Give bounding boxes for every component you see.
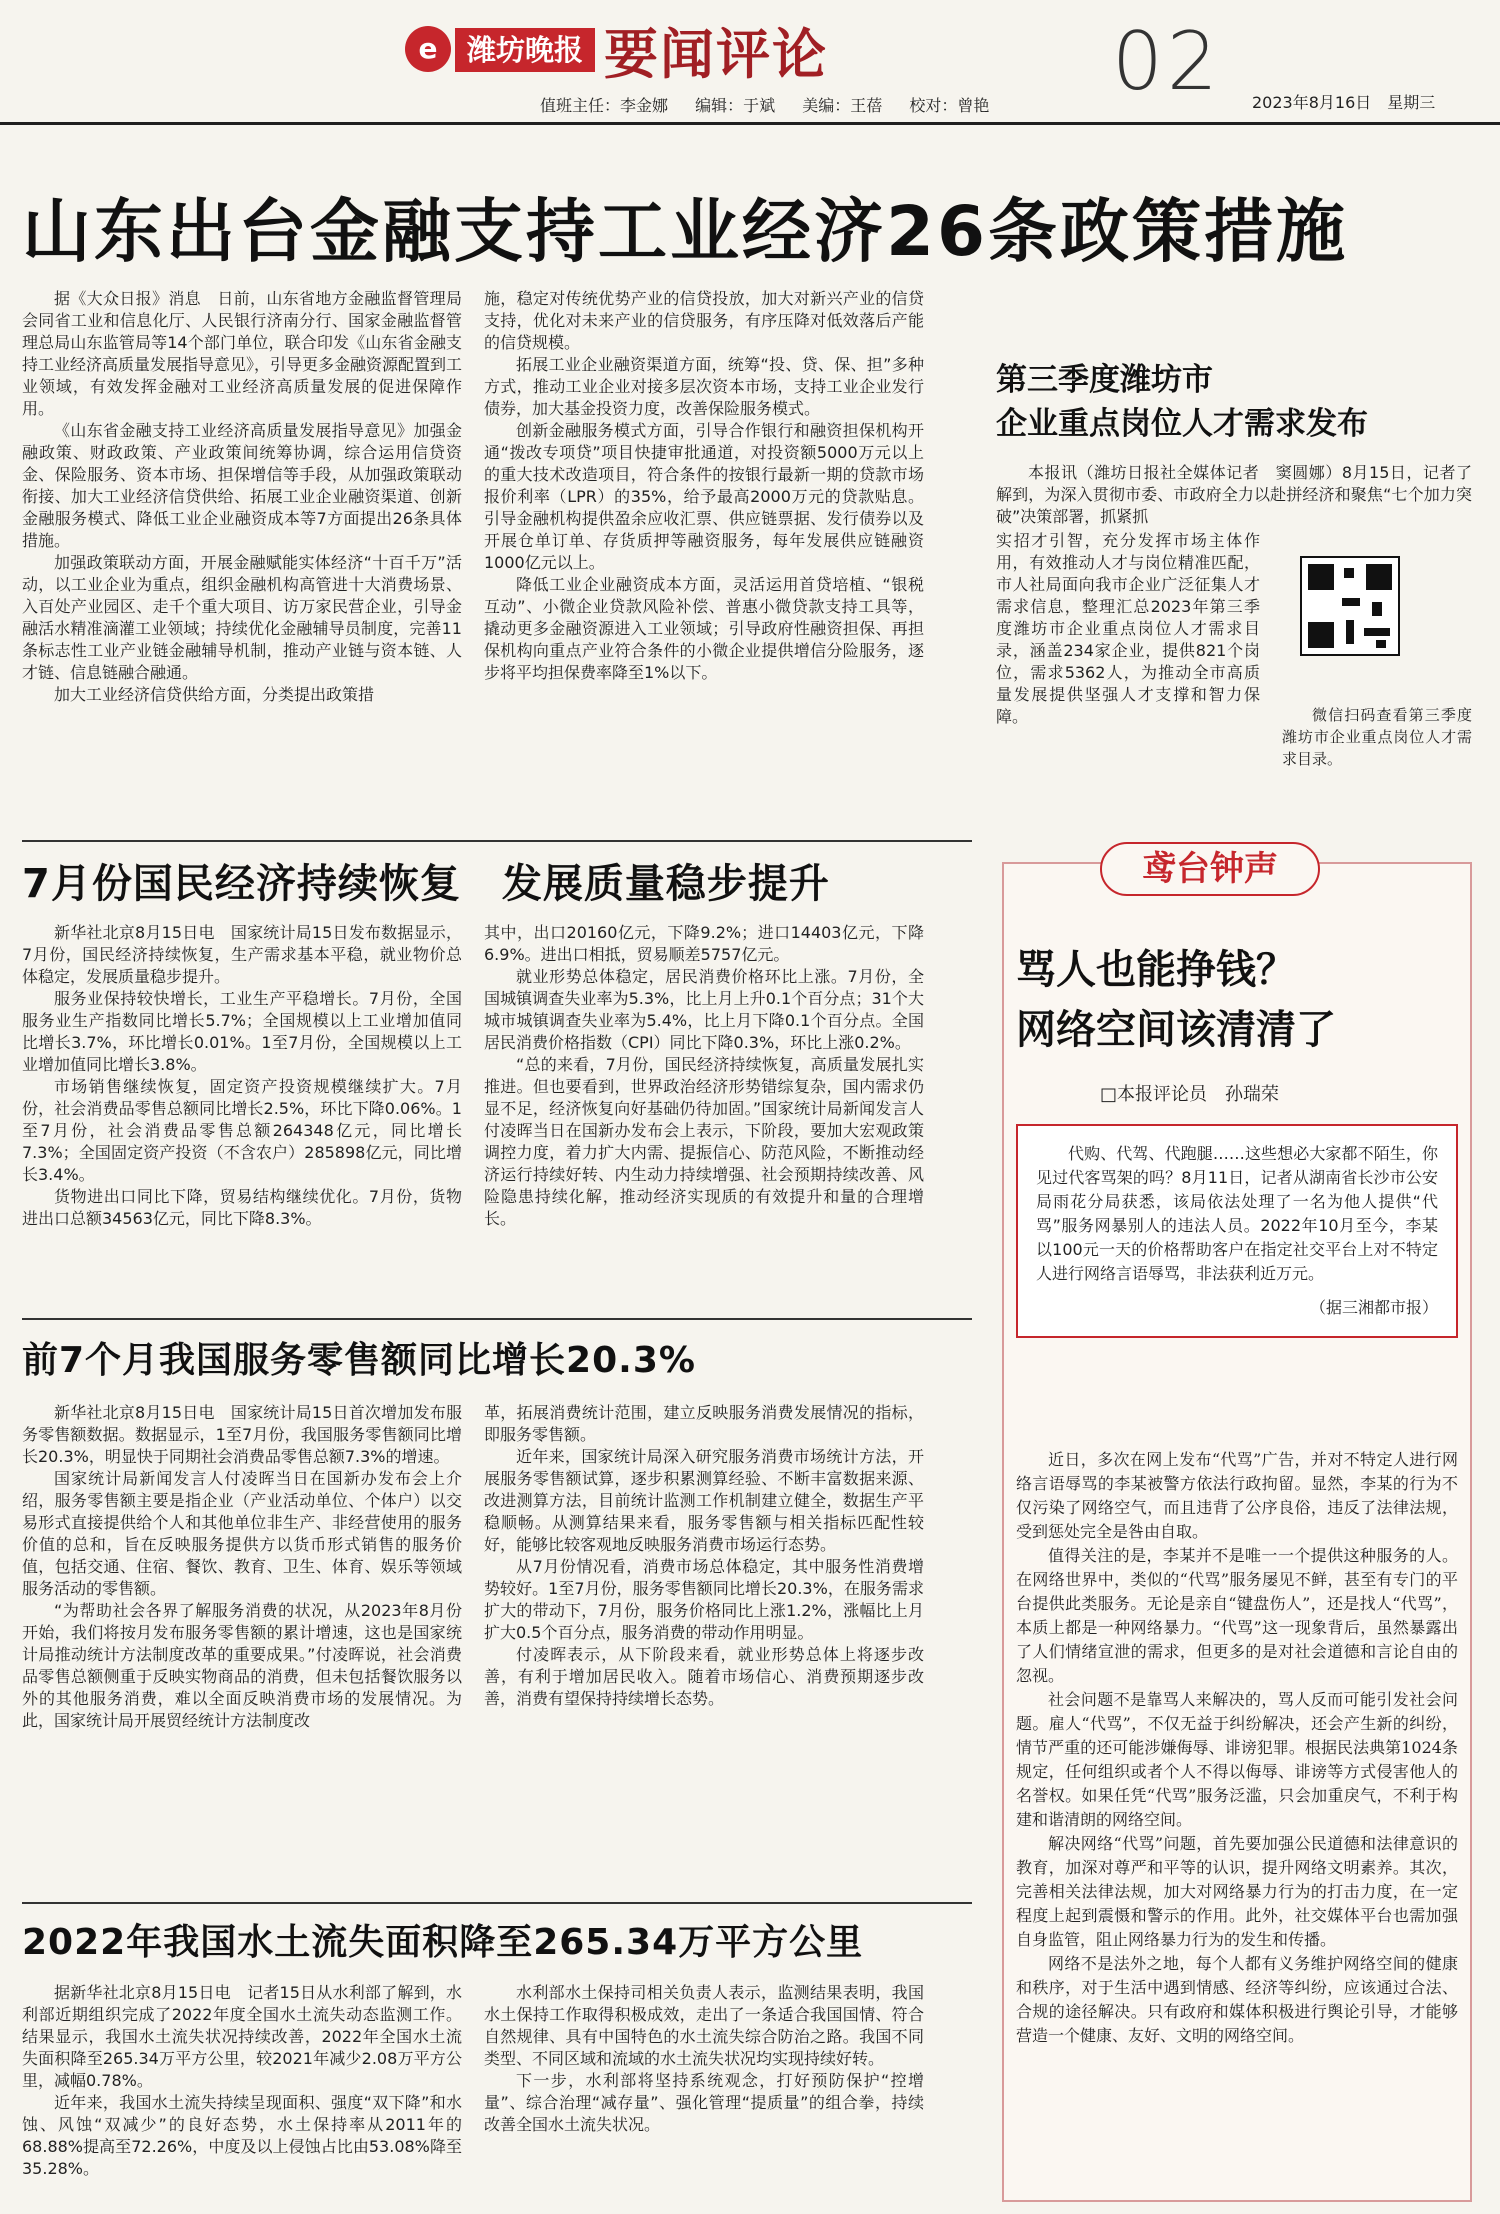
divider — [22, 1902, 972, 1904]
credit-proofreader: 校对：曾艳 — [909, 96, 990, 115]
paragraph: 社会问题不是靠骂人来解决的，骂人反而可能引发社会问题。雇人“代骂”，不仅无益于纠纷解决，还会产生新的纠纷，情节严重的还可能涉嫌侮辱、诽谤犯罪。根据民法典第1024条规定，任何组织或者个人不得以侮辱、诽谤等方式侵害他人的名誉权。如果任凭“代骂”服务泛滥，只会加重戾气，不利于构建和谐清朗的网络空间。 — [1016, 1690, 1458, 1829]
service-col2 — [484, 1402, 924, 1710]
paragraph: 降低工业企业融资成本方面，灵活运用首贷培植、“银税互动”、小微企业贷款风险补偿、普惠小微贷款支持工具等，撬动更多金融资源进入工业领域；引导政府性融资担保、再担保机构向重点产业符合条件的小微企业提供增信分险服务，逐步将平均担保费率降至1%以下。 — [484, 575, 924, 682]
paragraph: 付凌晖表示，从下阶段来看，就业形势总体上将逐步改善，有利于增加居民收入。随着市场信心、消费预期逐步改善，消费有望保持持续增长态势。 — [484, 1645, 924, 1708]
paragraph: 国家统计局新闻发言人付凌晖当日在国新办发布会上介绍，服务零售额主要是指企业（产业活动单位、个体户）以交易形式直接提供给个人和其他单位非生产、非经营使用的服务价值的总和，旨在反映服务提供方以货币形式销售的服务价值，包括交通、住宿、餐饮、教育、卫生、体育、娱乐等领域服务活动的零售额。 — [22, 1469, 462, 1598]
paragraph: 施，稳定对传统优势产业的信贷投放，加大对新兴产业的信贷支持，优化对未来产业的信贷服务，有序压降对低效落后产能的信贷规模。 — [484, 289, 924, 352]
column-badge — [1100, 842, 1320, 896]
qr-caption — [1282, 704, 1472, 770]
economy-col1 — [22, 922, 462, 1230]
credit-duty: 值班主任：李金娜 — [540, 96, 669, 115]
paragraph: 《山东省金融支持工业经济高质量发展指导意见》加强金融政策、财政政策、产业政策间统筹协调，综合运用信贷资金、保险服务、资本市场、担保增信等手段，从加强政策联动衔接、加大工业经济信贷供给、拓展工业企业融资渠道、创新金融服务模式、降低工业企业融资成本等7方面提出26条具体措施。 — [22, 421, 462, 550]
soil-col1 — [22, 1982, 462, 2206]
divider — [22, 840, 972, 842]
page-number: 02 — [1112, 15, 1222, 108]
paragraph: 货物进出口同比下降，贸易结构继续优化。7月份，货物进出口总额34563亿元，同比下降8.3%。 — [22, 1187, 462, 1228]
newspaper-logo-icon: e — [405, 26, 451, 72]
main-article-col2 — [484, 288, 924, 684]
paragraph: 市场销售继续恢复，固定资产投资规模继续扩大。7月份，社会消费品零售总额同比增长2.5%，环比下降0.06%。1至7月份，社会消费品零售总额264348亿元，同比增长7.3%；全国固定资产投资（不含农户）285898亿元，同比增长3.4%。 — [22, 1077, 462, 1184]
talent-body-top — [996, 462, 1472, 528]
soil-headline: 2022年我国水土流失面积降至265.34万平方公里 — [22, 1922, 864, 1963]
main-headline: 山东出台金融支持工业经济26条政策措施 — [22, 192, 1349, 272]
economy-col2 — [484, 922, 924, 1230]
paragraph: 加大工业经济信贷供给方面，分类提出政策措 — [54, 685, 375, 704]
commentary-byline: □本报评论员 孙瑞荣 — [1100, 1084, 1280, 1105]
paragraph: 代购、代驾、代跑腿……这些想必大家都不陌生，你见过代客骂架的吗？8月11日，记者从湖南省长沙市公安局雨花分局获悉，该局依法处理了一名为他人提供“代骂”服务网暴别人的违法人员。2022年10月至今，李某以100元一天的价格帮助客户在指定社交平台上对不特定人进行网络言语辱骂，非法获利近万元。 — [1036, 1144, 1438, 1283]
paragraph: 水利部水土保持司相关负责人表示，监测结果表明，我国水土保持工作取得积极成效，走出了一条适合我国国情、符合自然规律、具有中国特色的水土流失综合防治之路。我国不同类型、不同区域和流域的水土流失状况均实现持续好转。 — [484, 1983, 924, 2068]
economy-headline: 7月份国民经济持续恢复 发展质量稳步提升 — [22, 861, 830, 907]
paragraph: 就业形势总体稳定，居民消费价格环比上涨。7月份，全国城镇调查失业率为5.3%，比上月上升0.1个百分点；31个大城市城镇调查失业率为5.4%，比上月下降0.1个百分点。全国居民消费价格指数（CPI）同比下降0.3%，环比上涨0.2%。 — [484, 967, 924, 1052]
newspaper-name: 潍坊晚报 — [455, 28, 595, 72]
talent-headline-line2: 企业重点岗位人才需求发布 — [996, 406, 1368, 442]
paragraph: 新华社北京8月15日电 国家统计局15日发布数据显示，7月份，国民经济持续恢复，生产需求基本平稳，就业物价总体稳定，发展质量稳步提升。 — [22, 923, 462, 986]
commentary-headline — [1016, 940, 1456, 1060]
masthead-rule — [0, 122, 1500, 125]
paragraph: 从7月份情况看，消费市场总体稳定，其中服务性消费增势较好。1至7月份，服务零售额同比增长20.3%，在服务需求扩大的带动下，7月份，服务价格同比上涨1.2%，涨幅比上月扩大0.5个百分点，服务消费的带动作用明显。 — [484, 1557, 924, 1642]
commentary-headline-line1: 骂人也能挣钱？ — [1016, 946, 1296, 993]
soil-col2 — [484, 1982, 924, 2206]
paragraph: 本报讯（潍坊日报社全媒体记者 窦圆娜）8月15日，记者了解到，为深入贯彻市委、市政府全力以赴拼经济和聚焦“七个加力突破”决策部署，抓紧抓 — [996, 463, 1472, 526]
paragraph: 值得关注的是，李某并不是唯一一个提供这种服务的人。在网络世界中，类似的“代骂”服务屡见不鲜，甚至有专门的平台提供此类服务。无论是亲自“键盘伤人”，还是找人“代骂”，本质上都是一种网络暴力。“代骂”这一现象背后，虽然暴露出了人们情绪宣泄的需求，但更多的是对社会道德和言论自由的忽视。 — [1016, 1546, 1458, 1685]
paragraph: 近日，多次在网上发布“代骂”广告，并对不特定人进行网络言语辱骂的李某被警方依法行政拘留。显然，李某的行为不仅污染了网络空气，而且违背了公序良俗，违反了法律法规，受到惩处完全是咎由自取。 — [1016, 1450, 1458, 1541]
paragraph: 服务业保持较快增长，工业生产平稳增长。7月份，全国服务业生产指数同比增长5.7%；全国规模以上工业增加值同比增长3.7%，环比增长0.01%。1至7月份，全国规模以上工业增加值同比增长3.8%。 — [22, 989, 462, 1074]
commentary-headline-line2: 网络空间该清清了 — [1016, 1006, 1336, 1053]
paragraph: 近年来，我国水土流失持续呈现面积、强度“双下降”和水蚀、风蚀“双减少”的良好态势，水土保持率从2011年的68.88%提高至72.26%，中度及以上侵蚀占比由53.08%降至35.28%。 — [22, 2093, 462, 2178]
paragraph: 据新华社北京8月15日电 记者15日从水利部了解到，水利部近期组织完成了2022年度全国水土流失动态监测工作。结果显示，我国水土流失状况持续改善，2022年全国水土流失面积降至265.34万平方公里，较2021年减少2.08万平方公里，减幅0.78%。 — [22, 1983, 462, 2090]
paragraph: 新华社北京8月15日电 国家统计局15日首次增加发布服务零售额数据。数据显示，1至7月份，我国服务零售额同比增长20.3%，明显快于同期社会消费品零售总额7.3%的增速。 — [22, 1403, 462, 1466]
divider — [22, 1318, 972, 1320]
paragraph: “为帮助社会各界了解服务消费的状况，从2023年8月份开始，我们将按月发布服务零售额的累计增速，这也是国家统计局推动统计方法制度改革的重要成果。”付凌晖说，社会消费品零售总额侧重于反映实物商品的消费，但未包括餐饮服务以外的其他服务消费，难以全面反映消费市场的发展情况。为此，国家统计局开展贸经统计方法制度改 — [22, 1601, 462, 1730]
paragraph: 微信扫码查看第三季度潍坊市企业重点岗位人才需求目录。 — [1282, 706, 1472, 768]
intro-source: （据三湘都市报） — [1309, 1298, 1438, 1317]
service-col1 — [22, 1402, 462, 1732]
commentary-body — [1016, 1448, 1458, 2196]
paragraph: 网络不是法外之地，每个人都有义务维护网络空间的健康和秩序，对于生活中遇到情感、经济等纠纷，应该通过合法、合规的途径解决。只有政府和媒体积极进行舆论引导，才能够营造一个健康、友好、文明的网络空间。 — [1016, 1954, 1458, 2045]
paragraph: 创新金融服务模式方面，引导合作银行和融资担保机构开通“拨改专项贷”项目快捷审批通道，对投资额5000万元以上的重大技术改造项目，符合条件的按银行最新一期的贷款市场报价利率（LPR）的35%，给予最高2000万元的贷款贴息。引导金融机构提供盈余应收汇票、供应链票据、发行债券以及开展仓单订单、存货质押等融资服务，每年发展供应链融资1000亿元以上。 — [484, 421, 924, 572]
main-article-col1 — [22, 288, 462, 706]
talent-headline-line1: 第三季度潍坊市 — [996, 362, 1213, 398]
issue-date: 2023年8月16日 星期三 — [1252, 93, 1436, 112]
editor-credits — [540, 93, 1011, 116]
paragraph: 其中，出口20160亿元，下降9.2%；进口14403亿元，下降6.9%。进出口相抵，贸易顺差5757亿元。 — [484, 923, 924, 964]
paragraph: 近年来，国家统计局深入研究服务消费市场统计方法，开展服务零售额试算，逐步积累测算经验、不断丰富数据来源、改进测算方法，目前统计监测工作机制建立健全，数据生产平稳顺畅。从测算结果来看，服务零售额与相关指标匹配性较好，能够比较客观地反映服务消费市场运行态势。 — [484, 1447, 924, 1554]
qr-code-icon[interactable] — [1300, 556, 1400, 656]
credit-editor: 编辑：于斌 — [695, 96, 776, 115]
paragraph: 据《大众日报》消息 日前，山东省地方金融监督管理局会同省工业和信息化厅、人民银行济南分行、国家金融监督管理总局山东监管局等14个部门单位，联合印发《山东省金融支持工业经济高质量发展指导意见》，引导更多金融资源配置到工业领域，有效发挥金融对工业经济高质量发展的促进保障作用。 — [22, 289, 463, 418]
commentary-intro — [1016, 1124, 1458, 1338]
paragraph: “总的来看，7月份，国民经济持续恢复，高质量发展扎实推进。但也要看到，世界政治经济形势错综复杂，国内需求仍显不足，经济恢复向好基础仍待加固。”国家统计局新闻发言人付凌晖当日在国新办发布会上表示，下阶段，要加大宏观政策调控力度，着力扩大内需、提振信心、防范风险，不断推动经济运行持续好转、内生动力持续增强、社会预期持续改善、风险隐患持续化解，推动经济实现质的有效提升和量的合理增长。 — [484, 1055, 924, 1228]
paragraph: 下一步，水利部将坚持系统观念，打好预防保护“控增量”、综合治理“减存量”、强化管理“提质量”的组合拳，持续改善全国水土流失状况。 — [484, 2071, 924, 2134]
paragraph: 拓展工业企业融资渠道方面，统筹“投、贷、保、担”多种方式，推动工业企业对接多层次资本市场，支持工业企业发行债券，加大基金投资力度，改善保险服务模式。 — [484, 355, 924, 418]
talent-body-left — [996, 530, 1260, 728]
column-name: 鸢台钟声 — [1142, 849, 1278, 889]
service-headline: 前7个月我国服务零售额同比增长20.3% — [22, 1340, 696, 1381]
section-title: 要闻评论 — [604, 22, 828, 86]
paragraph: 加强政策联动方面，开展金融赋能实体经济“十百千万”活动，以工业企业为重点，组织金融机构高管进十大消费场景、入百处产业园区、走千个重大项目、访万家民营企业，引导金融活水精准滴灌工业领域；持续优化金融辅导员制度，完善11条标志性工业产业链金融辅导机制，推动产业链与资本链、人才链、信息链融合融通。 — [22, 553, 462, 682]
talent-headline — [996, 358, 1476, 446]
credit-designer: 美编：王蓓 — [802, 96, 883, 115]
paragraph: 解决网络“代骂”问题，首先要加强公民道德和法律意识的教育，加深对尊严和平等的认识，提升网络文明素养。其次，完善相关法律法规，加大对网络暴力行为的打击力度，在一定程度上起到震慑和警示的作用。此外，社交媒体平台也需加强自身监管，阻止网络暴力行为的发生和传播。 — [1016, 1834, 1458, 1949]
paragraph: 实招才引智，充分发挥市场主体作用，有效推动人才与岗位精准匹配，市人社局面向我市企业广泛征集人才需求信息，整理汇总2023年第三季度潍坊市企业重点岗位人才需求目录，涵盖234家企业，提供821个岗位，需求5362人，为推动全市高质量发展提供坚强人才支撑和智力保障。 — [996, 531, 1260, 726]
paragraph: 革，拓展消费统计范围，建立反映服务消费发展情况的指标，即服务零售额。 — [484, 1403, 924, 1444]
